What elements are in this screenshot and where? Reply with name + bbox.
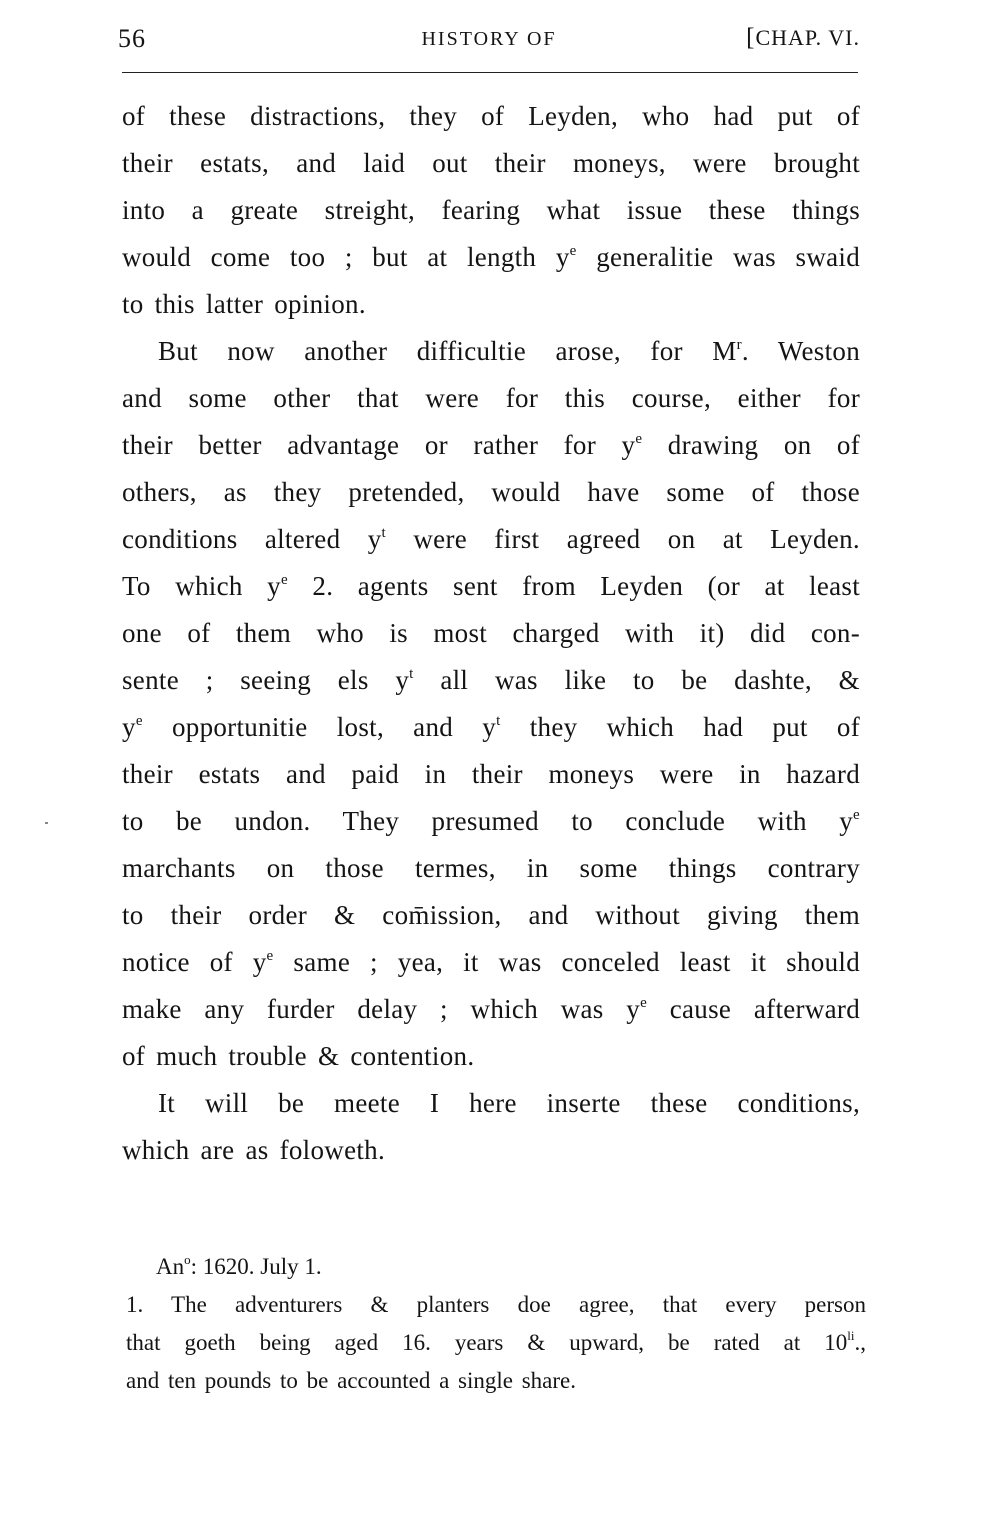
text-line: make any furder delay ; which was $y^e$ cause afterward (122, 994, 861, 1024)
text-line: their estats, and laid out their moneys, were brought (122, 148, 860, 178)
superscript-abbrev: t (496, 713, 501, 729)
text-line: to their order & com̄ission, and without giving them (122, 900, 860, 930)
superscript-abbrev: e (640, 995, 648, 1011)
chapter-bracket: [ (746, 24, 756, 51)
text-line: their estats and paid in their moneys were in hazard (122, 759, 860, 789)
superscript-abbrev: r (736, 337, 742, 353)
document-date: An$^o$: 1620. July 1. (156, 1252, 322, 1279)
text-line: But now another difficultie arose, for $M^r$. Weston (158, 336, 860, 366)
text-line: of these distractions, they of Leyden, who had put of (122, 101, 860, 131)
superscript-abbrev: e (635, 431, 643, 447)
page-number: 56 (118, 24, 146, 53)
superscript-abbrev: e (853, 807, 860, 823)
text-line: and some other that were for this course, either for (122, 383, 860, 413)
text-line: which are as foloweth. (122, 1135, 386, 1165)
text-line: To which $y^e$ 2. agents sent from Leyden (or at least (122, 571, 861, 601)
document-line: 1. The adventurers & planters doe agree, that every person (126, 1292, 866, 1317)
superscript-abbrev: e (569, 243, 577, 259)
superscript-abbrev: o (184, 1252, 191, 1267)
superscript-abbrev: t (409, 666, 414, 682)
text-line: would come too ; but at length $y^e$ generalitie was swaid (122, 242, 860, 272)
header-rule (122, 72, 858, 73)
text-line: one of them who is most charged with it) did con- (122, 618, 860, 648)
text-line: to this latter opinion. (122, 289, 366, 319)
document-line: that goeth being aged 16. years & upward, be rated at $10^{li}$., (126, 1328, 866, 1355)
superscript-abbrev: e (266, 948, 274, 964)
text-line: sente ; seeing els $y^t$ all was like to be dashte, & (122, 665, 860, 695)
paragraph-3 (122, 1080, 860, 1174)
text-line: It will be meete I here inserte these conditions, (158, 1088, 860, 1118)
text-line: $y^e$ opportunitie lost, and $y^t$ they which had put of (122, 712, 861, 742)
superscript-abbrev: li (847, 1328, 855, 1343)
text-line: to be undon. They presumed to conclude with $y^e$ (122, 806, 860, 836)
body-text (122, 93, 860, 1174)
chapter-label: CHAP. VI. (755, 25, 860, 50)
conditions-document (126, 1248, 866, 1400)
paragraph-2 (122, 328, 860, 1080)
superscript-abbrev: e (280, 572, 288, 588)
text-line: others, as they pretended, would have some of those (122, 477, 860, 507)
running-title: HISTORY OF (421, 28, 557, 50)
margin-speck (45, 822, 48, 824)
text-line: conditions altered $y^t$ were first agreed on at Leyden. (122, 524, 860, 554)
paragraph-1 (122, 93, 860, 328)
text-line: notice of $y^e$ same ; yea, it was conceled least it should (122, 947, 860, 977)
document-line: and ten pounds to be accounted a single share. (126, 1368, 577, 1393)
page-header (118, 24, 860, 56)
text-line: of much trouble & contention. (122, 1041, 475, 1071)
text-line: marchants on those termes, in some things contrary (122, 853, 860, 883)
text-line: into a greate streight, fearing what issue these things (122, 195, 860, 225)
text-line: their better advantage or rather for $y^e$ drawing on of (122, 430, 860, 460)
superscript-abbrev: e (135, 713, 143, 729)
superscript-abbrev: t (381, 525, 387, 541)
chapter-heading (746, 24, 860, 52)
